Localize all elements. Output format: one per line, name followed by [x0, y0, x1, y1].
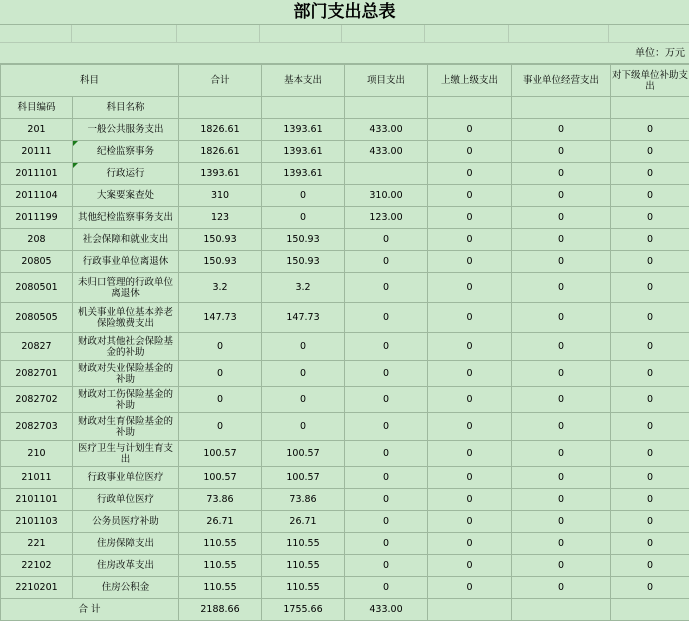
- row-upper: 0: [428, 333, 512, 361]
- row-basic: 73.86: [262, 489, 345, 511]
- row-code: 201: [1, 119, 73, 141]
- table-row: [1, 251, 689, 273]
- header-code: 科目编码: [1, 97, 73, 119]
- table-row: [1, 441, 689, 467]
- row-total: 150.93: [179, 251, 262, 273]
- table-row: [1, 577, 689, 599]
- row-lower: 0: [611, 163, 689, 185]
- row-code: 20827: [1, 333, 73, 361]
- row-basic: 0: [262, 333, 345, 361]
- row-total: 73.86: [179, 489, 262, 511]
- row-name: 大案要案查处: [73, 185, 179, 207]
- row-business: 0: [512, 303, 611, 333]
- row-business: 0: [512, 467, 611, 489]
- row-code: 210: [1, 441, 73, 467]
- row-name: 纪检监察事务: [73, 141, 179, 163]
- row-basic: 147.73: [262, 303, 345, 333]
- row-name: 住房公积金: [73, 577, 179, 599]
- row-basic: 26.71: [262, 511, 345, 533]
- row-upper: 0: [428, 361, 512, 387]
- row-name: 财政对其他社会保险基金的补助: [73, 333, 179, 361]
- unit-label: 单位：万元: [0, 43, 689, 64]
- row-project: 0: [345, 361, 428, 387]
- row-business: 0: [512, 185, 611, 207]
- row-project: 0: [345, 511, 428, 533]
- row-business: 0: [512, 119, 611, 141]
- row-project: 310.00: [345, 185, 428, 207]
- row-total: 150.93: [179, 229, 262, 251]
- table-row: [1, 533, 689, 555]
- header-lower: 对下级单位补助支出: [611, 65, 689, 97]
- row-basic: 0: [262, 361, 345, 387]
- row-upper: 0: [428, 555, 512, 577]
- row-business: 0: [512, 229, 611, 251]
- row-business: 0: [512, 273, 611, 303]
- row-lower: 0: [611, 229, 689, 251]
- footer-label: 合 计: [1, 599, 179, 621]
- header-row: [1, 65, 689, 97]
- row-basic: 0: [262, 387, 345, 413]
- row-lower: 0: [611, 185, 689, 207]
- header-basic: 基本支出: [262, 65, 345, 97]
- row-code: 221: [1, 533, 73, 555]
- row-project: 0: [345, 303, 428, 333]
- row-project: 433.00: [345, 119, 428, 141]
- row-upper: 0: [428, 185, 512, 207]
- footer-total: 2188.66: [179, 599, 262, 621]
- row-lower: 0: [611, 489, 689, 511]
- table-row: [1, 185, 689, 207]
- row-lower: 0: [611, 273, 689, 303]
- row-name: 行政运行: [73, 163, 179, 185]
- row-upper: 0: [428, 207, 512, 229]
- row-upper: 0: [428, 273, 512, 303]
- row-code: 2082701: [1, 361, 73, 387]
- row-total: 110.55: [179, 533, 262, 555]
- row-project: 0: [345, 441, 428, 467]
- row-lower: 0: [611, 413, 689, 441]
- comment-marker-icon: [73, 141, 78, 146]
- row-project: 433.00: [345, 141, 428, 163]
- subheader-row: [1, 97, 689, 119]
- table-row: [1, 413, 689, 441]
- row-upper: 0: [428, 251, 512, 273]
- row-code: 208: [1, 229, 73, 251]
- row-lower: 0: [611, 441, 689, 467]
- row-name: 医疗卫生与计划生育支出: [73, 441, 179, 467]
- footer-project: 433.00: [345, 599, 428, 621]
- row-basic: 100.57: [262, 467, 345, 489]
- header-project: 项目支出: [345, 65, 428, 97]
- row-upper: 0: [428, 489, 512, 511]
- row-code: 2210201: [1, 577, 73, 599]
- row-upper: 0: [428, 163, 512, 185]
- row-upper: 0: [428, 441, 512, 467]
- footer-row: [1, 599, 689, 621]
- row-name: 公务员医疗补助: [73, 511, 179, 533]
- row-basic: 3.2: [262, 273, 345, 303]
- row-upper: 0: [428, 467, 512, 489]
- row-business: 0: [512, 387, 611, 413]
- row-business: 0: [512, 141, 611, 163]
- row-project: [345, 163, 428, 185]
- row-business: 0: [512, 333, 611, 361]
- row-project: 0: [345, 251, 428, 273]
- row-name: 行政事业单位医疗: [73, 467, 179, 489]
- table-row: [1, 511, 689, 533]
- table-row: [1, 303, 689, 333]
- table-row: [1, 333, 689, 361]
- row-name: 财政对工伤保险基金的补助: [73, 387, 179, 413]
- row-lower: 0: [611, 467, 689, 489]
- footer-basic: 1755.66: [262, 599, 345, 621]
- row-name: 住房改革支出: [73, 555, 179, 577]
- row-basic: 150.93: [262, 251, 345, 273]
- row-name: 财政对失业保险基金的补助: [73, 361, 179, 387]
- row-upper: 0: [428, 229, 512, 251]
- row-project: 0: [345, 413, 428, 441]
- row-basic: 100.57: [262, 441, 345, 467]
- table-row: [1, 555, 689, 577]
- row-total: 147.73: [179, 303, 262, 333]
- header-subject: 科目: [1, 65, 179, 97]
- row-project: 0: [345, 333, 428, 361]
- row-total: 100.57: [179, 441, 262, 467]
- row-lower: 0: [611, 303, 689, 333]
- row-project: 0: [345, 489, 428, 511]
- row-upper: 0: [428, 413, 512, 441]
- row-business: 0: [512, 511, 611, 533]
- row-name: 行政单位医疗: [73, 489, 179, 511]
- row-business: 0: [512, 413, 611, 441]
- row-total: 100.57: [179, 467, 262, 489]
- row-upper: 0: [428, 303, 512, 333]
- row-upper: 0: [428, 511, 512, 533]
- row-code: 21011: [1, 467, 73, 489]
- blank-row: [0, 25, 689, 43]
- table-row: [1, 163, 689, 185]
- row-project: 0: [345, 387, 428, 413]
- table-row: [1, 273, 689, 303]
- row-lower: 0: [611, 511, 689, 533]
- row-lower: 0: [611, 533, 689, 555]
- row-upper: 0: [428, 119, 512, 141]
- row-business: 0: [512, 207, 611, 229]
- row-name: 一般公共服务支出: [73, 119, 179, 141]
- row-basic: 110.55: [262, 577, 345, 599]
- row-total: 110.55: [179, 555, 262, 577]
- row-basic: 1393.61: [262, 119, 345, 141]
- row-project: 0: [345, 533, 428, 555]
- row-total: 26.71: [179, 511, 262, 533]
- table-row: [1, 141, 689, 163]
- row-project: 0: [345, 577, 428, 599]
- row-project: 0: [345, 229, 428, 251]
- row-upper: 0: [428, 577, 512, 599]
- row-basic: 1393.61: [262, 163, 345, 185]
- row-lower: 0: [611, 361, 689, 387]
- row-code: 2101103: [1, 511, 73, 533]
- row-business: 0: [512, 555, 611, 577]
- row-total: 0: [179, 387, 262, 413]
- row-code: 20111: [1, 141, 73, 163]
- row-lower: 0: [611, 333, 689, 361]
- row-total: 110.55: [179, 577, 262, 599]
- header-upper: 上缴上级支出: [428, 65, 512, 97]
- row-code: 2080501: [1, 273, 73, 303]
- row-basic: 0: [262, 413, 345, 441]
- row-code: 22102: [1, 555, 73, 577]
- row-name: 其他纪检监察事务支出: [73, 207, 179, 229]
- row-lower: 0: [611, 119, 689, 141]
- row-basic: 110.55: [262, 555, 345, 577]
- row-business: 0: [512, 533, 611, 555]
- row-code: 2080505: [1, 303, 73, 333]
- table-row: [1, 467, 689, 489]
- row-lower: 0: [611, 141, 689, 163]
- row-project: 123.00: [345, 207, 428, 229]
- row-business: 0: [512, 163, 611, 185]
- row-business: 0: [512, 577, 611, 599]
- row-code: 2082703: [1, 413, 73, 441]
- row-project: 0: [345, 467, 428, 489]
- row-business: 0: [512, 361, 611, 387]
- page-title: 部门支出总表: [0, 0, 689, 25]
- table-row: [1, 489, 689, 511]
- row-lower: 0: [611, 555, 689, 577]
- row-total: 3.2: [179, 273, 262, 303]
- row-project: 0: [345, 555, 428, 577]
- row-total: 310: [179, 185, 262, 207]
- row-lower: 0: [611, 251, 689, 273]
- row-basic: 0: [262, 185, 345, 207]
- row-total: 0: [179, 361, 262, 387]
- row-project: 0: [345, 273, 428, 303]
- row-total: 123: [179, 207, 262, 229]
- row-name: 住房保障支出: [73, 533, 179, 555]
- row-basic: 0: [262, 207, 345, 229]
- row-basic: 150.93: [262, 229, 345, 251]
- row-upper: 0: [428, 533, 512, 555]
- table-row: [1, 119, 689, 141]
- row-name: 未归口管理的行政单位离退休: [73, 273, 179, 303]
- table-row: [1, 229, 689, 251]
- row-business: 0: [512, 489, 611, 511]
- row-code: 2011104: [1, 185, 73, 207]
- row-total: 1826.61: [179, 141, 262, 163]
- row-code: 2082702: [1, 387, 73, 413]
- row-code: 20805: [1, 251, 73, 273]
- header-business: 事业单位经营支出: [512, 65, 611, 97]
- row-lower: 0: [611, 207, 689, 229]
- row-business: 0: [512, 251, 611, 273]
- header-total: 合计: [179, 65, 262, 97]
- table-row: [1, 361, 689, 387]
- row-code: 2101101: [1, 489, 73, 511]
- row-total: 0: [179, 413, 262, 441]
- row-business: 0: [512, 441, 611, 467]
- row-basic: 1393.61: [262, 141, 345, 163]
- comment-marker-icon: [73, 163, 78, 168]
- row-lower: 0: [611, 387, 689, 413]
- row-name: 机关事业单位基本养老保险缴费支出: [73, 303, 179, 333]
- row-name: 行政事业单位离退休: [73, 251, 179, 273]
- row-total: 1393.61: [179, 163, 262, 185]
- table-row: [1, 207, 689, 229]
- row-code: 2011101: [1, 163, 73, 185]
- expense-table: [0, 64, 689, 621]
- row-name: 财政对生育保险基金的补助: [73, 413, 179, 441]
- row-basic: 110.55: [262, 533, 345, 555]
- row-total: 0: [179, 333, 262, 361]
- row-upper: 0: [428, 387, 512, 413]
- table-row: [1, 387, 689, 413]
- row-total: 1826.61: [179, 119, 262, 141]
- row-lower: 0: [611, 577, 689, 599]
- row-code: 2011199: [1, 207, 73, 229]
- header-name: 科目名称: [73, 97, 179, 119]
- row-upper: 0: [428, 141, 512, 163]
- row-name: 社会保障和就业支出: [73, 229, 179, 251]
